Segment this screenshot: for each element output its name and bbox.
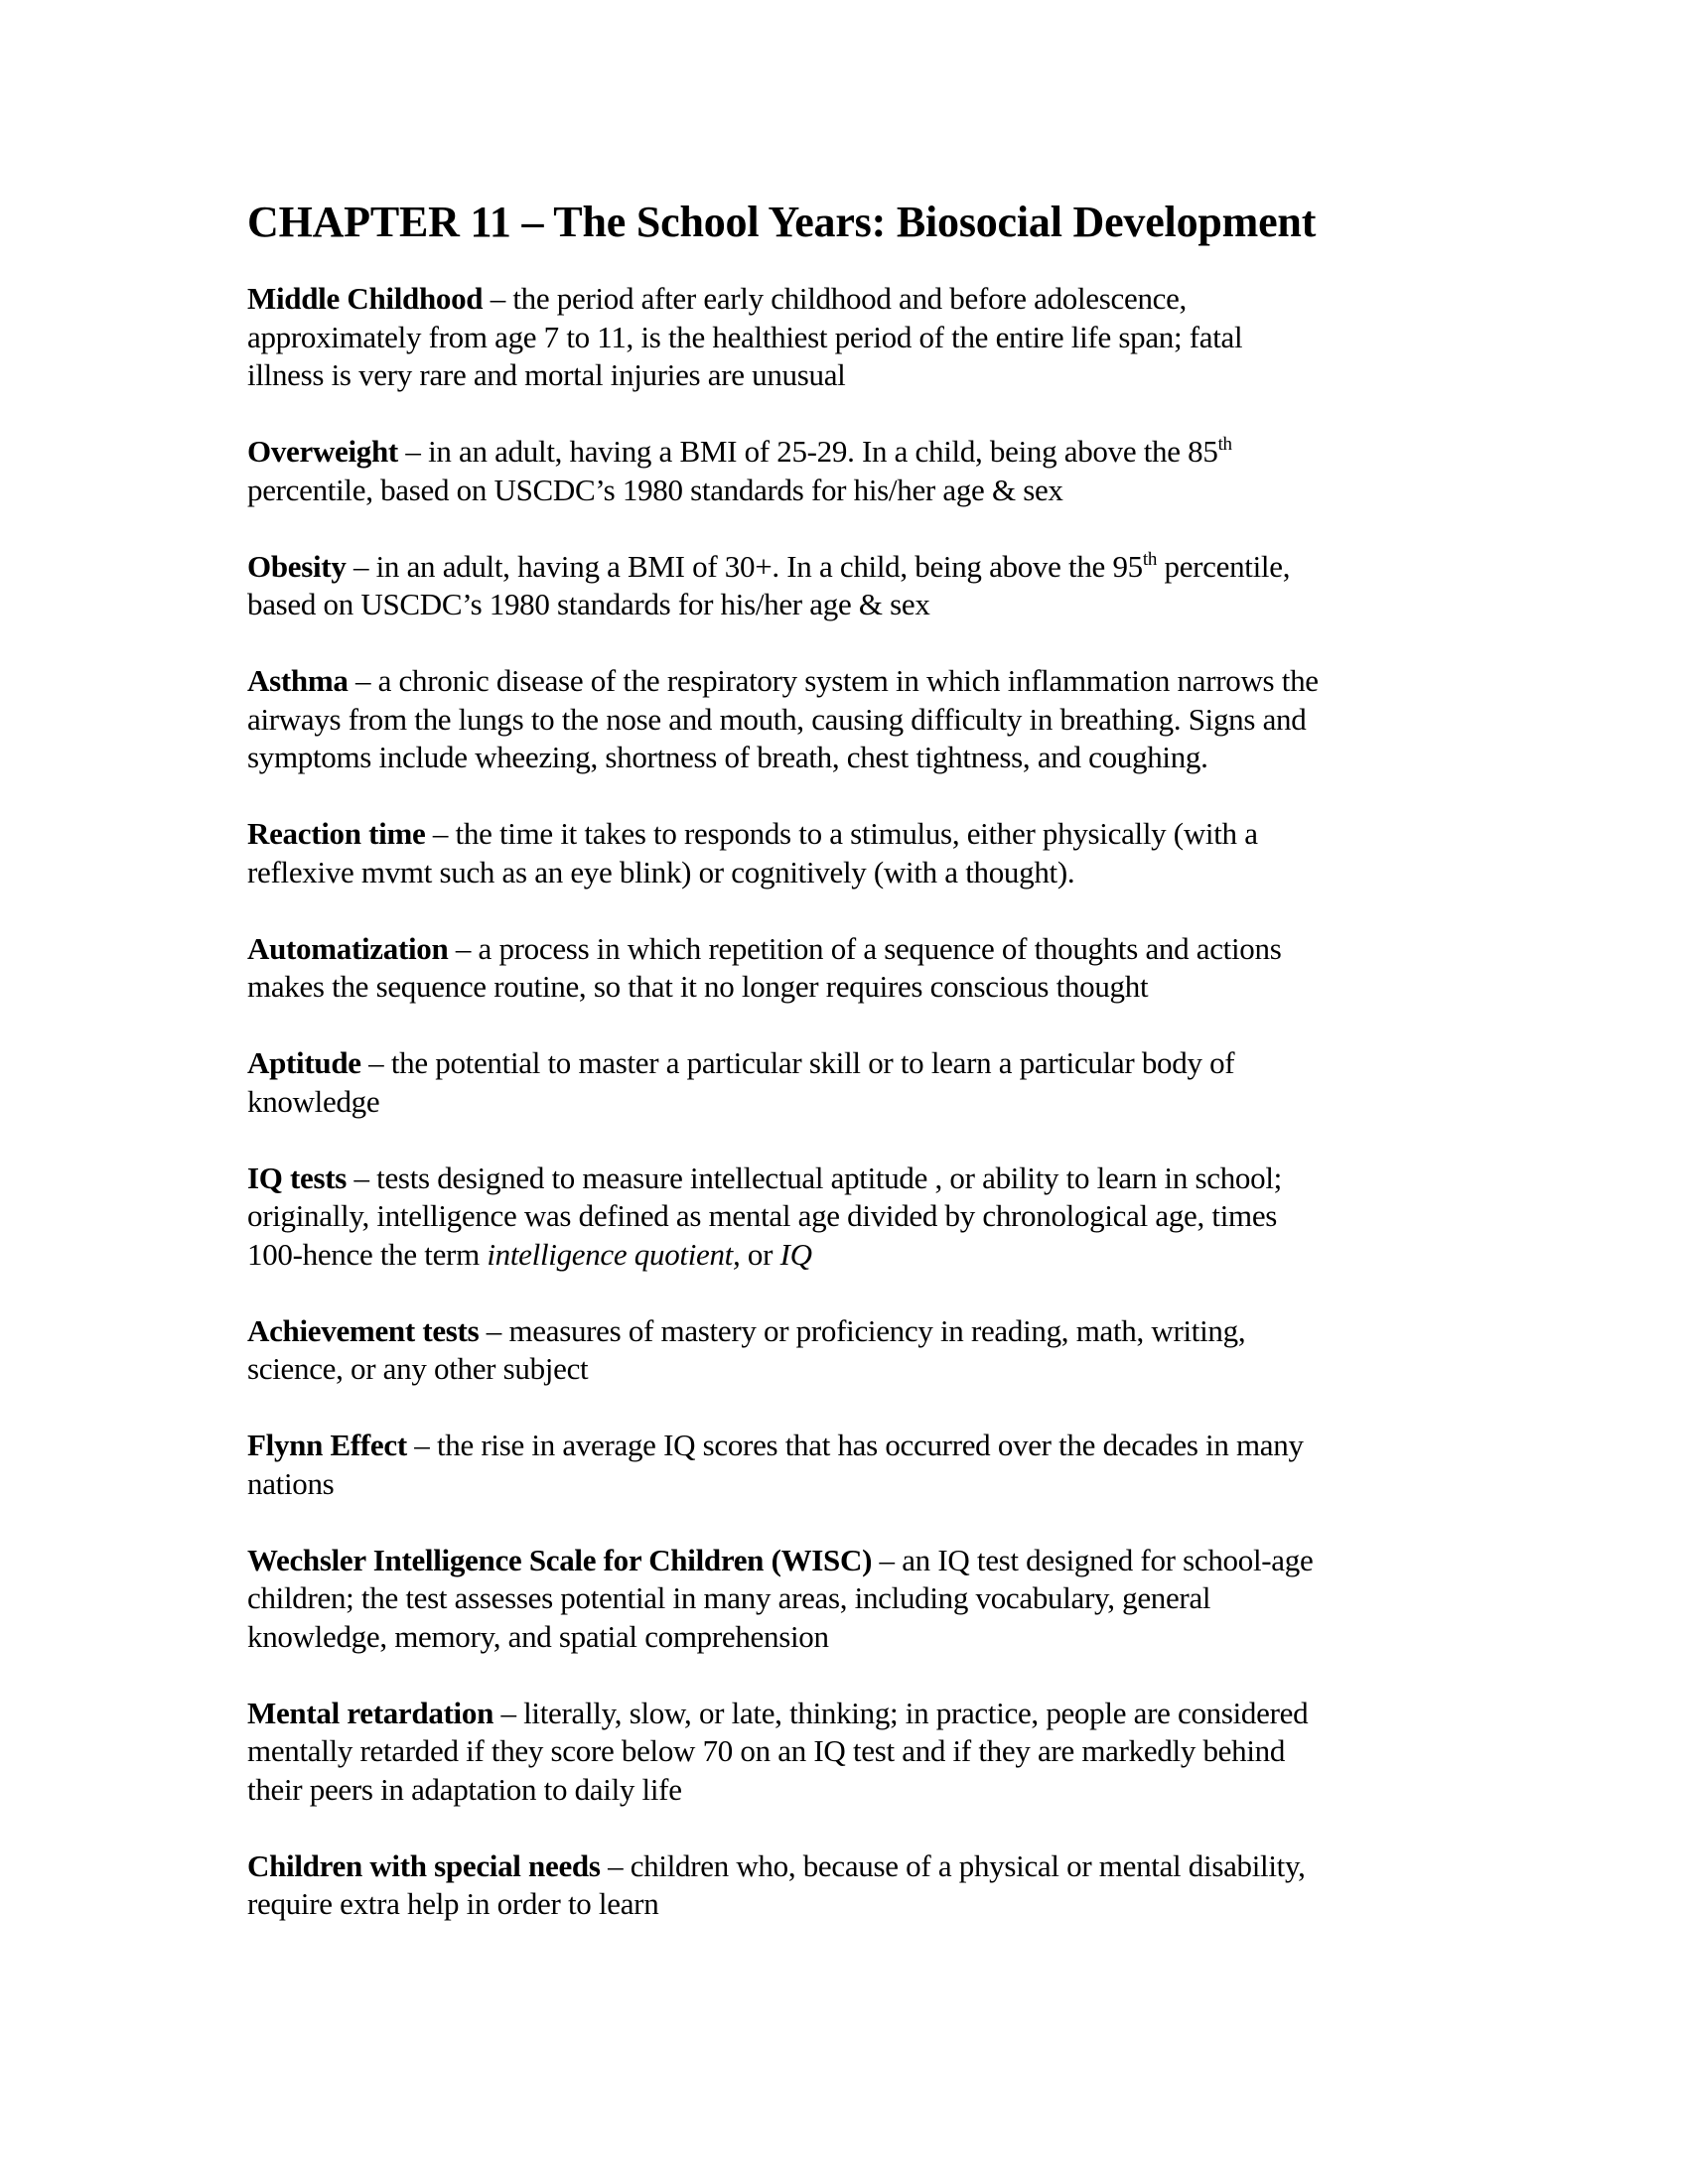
definition-text: – the rise in average IQ scores that has occurred over the decades in many — [406, 1428, 1304, 1462]
glossary-entry — [247, 1044, 1459, 1121]
text-line — [247, 356, 1459, 395]
definition-text: airways from the lungs to the nose and mouth, causing difficulty in breathing. Signs and — [247, 701, 1307, 737]
definition-text: makes the sequence routine, so that it no longer requires conscious thought — [247, 969, 1149, 1004]
definition-text: – the potential to master a particular skill or to learn a particular body of — [360, 1045, 1235, 1080]
glossary-term: Automatization — [247, 930, 449, 966]
text-line — [247, 1160, 1459, 1198]
text-line — [247, 1732, 1459, 1771]
text-line — [247, 1044, 1459, 1083]
glossary-entry — [247, 433, 1459, 509]
text-line — [247, 1312, 1459, 1351]
definition-text: – the time it takes to responds to a stimulus, either physically (with a — [425, 816, 1258, 851]
glossary-term: Middle Childhood — [247, 281, 484, 316]
text-line — [247, 701, 1459, 740]
ordinal-superscript: th — [1142, 548, 1158, 570]
definition-text: – the period after early childhood and before adolescence, — [483, 281, 1188, 316]
definition-text: or — [740, 1236, 780, 1272]
glossary-entry — [247, 280, 1459, 395]
glossary-term: Mental retardation — [247, 1695, 494, 1730]
text-line — [247, 1579, 1459, 1618]
definition-text: – in an adult, having a BMI of 25-29. In a child, being above the 85 — [397, 434, 1218, 469]
definition-text: nations — [247, 1465, 335, 1501]
glossary-entry — [247, 1160, 1459, 1275]
text-line — [247, 1542, 1459, 1580]
text-line — [247, 1771, 1459, 1810]
definition-text: based on USCDC’s 1980 standards for his/her age & sex — [247, 587, 930, 621]
glossary-entry — [247, 1427, 1459, 1503]
glossary-entry — [247, 662, 1459, 777]
glossary-entry — [247, 548, 1459, 624]
glossary-term: Wechsler Intelligence Scale for Children (WISC) — [247, 1542, 873, 1577]
italic-text: intelligence quotient, — [487, 1236, 741, 1272]
definition-text: knowledge, memory, and spatial comprehension — [247, 1618, 829, 1654]
text-line — [247, 968, 1459, 1007]
text-line — [247, 815, 1459, 854]
text-line — [247, 1236, 1459, 1275]
definition-text: – tests designed to measure intellectual aptitude , or ability to learn in school; — [347, 1160, 1282, 1195]
glossary-term: Overweight — [247, 434, 398, 469]
definition-text: children; the test assesses potential in many areas, including vocabulary, general — [247, 1580, 1211, 1615]
definition-text: knowledge — [247, 1083, 380, 1119]
glossary-term: Reaction time — [247, 816, 426, 851]
text-line — [247, 1350, 1459, 1389]
italic-text: IQ — [779, 1236, 812, 1272]
glossary-term: Asthma — [247, 663, 349, 698]
definition-text: mentally retarded if they score below 70 on an IQ test and if they are markedly behind — [247, 1733, 1286, 1768]
text-line — [247, 1197, 1459, 1236]
text-line — [247, 472, 1459, 510]
glossary-term: Aptitude — [247, 1045, 361, 1080]
glossary-entries — [247, 280, 1459, 1962]
glossary-entry — [247, 1695, 1459, 1810]
definition-text: – in an adult, having a BMI of 30+. In a child, being above the 95 — [346, 548, 1143, 584]
definition-text: originally, intelligence was defined as mental age divided by chronological age, times — [247, 1198, 1278, 1233]
text-line — [247, 662, 1459, 701]
definition-text: their peers in adaptation to daily life — [247, 1771, 682, 1807]
glossary-entry — [247, 1847, 1459, 1924]
definition-text: symptoms include wheezing, shortness of breath, chest tightness, and coughing. — [247, 740, 1208, 774]
glossary-term: Obesity — [247, 548, 347, 584]
definition-text: percentile, based on USCDC’s 1980 standards for his/her age & sex — [247, 472, 1063, 507]
glossary-entry — [247, 930, 1459, 1007]
text-line — [247, 854, 1459, 892]
definition-text: require extra help in order to learn — [247, 1886, 659, 1921]
text-line — [247, 1465, 1459, 1504]
text-line — [247, 280, 1459, 319]
definition-text: – measures of mastery or proficiency in reading, math, writing, — [479, 1312, 1246, 1348]
text-line — [247, 1618, 1459, 1657]
glossary-term: Children with special needs — [247, 1847, 601, 1883]
definition-text: – children who, because of a physical or mental disability, — [600, 1847, 1306, 1883]
chapter-title: CHAPTER 11 – The School Years: Biosocial Development — [247, 198, 1317, 246]
definition-text: reflexive mvmt such as an eye blink) or cognitively (with a thought). — [247, 854, 1075, 889]
text-line — [247, 930, 1459, 969]
text-line — [247, 548, 1459, 587]
definition-text: – literally, slow, or late, thinking; in practice, people are considered — [493, 1695, 1309, 1730]
definition-text: approximately from age 7 to 11, is the healthiest period of the entire life span; fatal — [247, 319, 1243, 354]
definition-text: – a chronic disease of the respiratory system in which inflammation narrows the — [348, 663, 1319, 698]
glossary-term: IQ tests — [247, 1160, 348, 1195]
text-line — [247, 1847, 1459, 1886]
text-line — [247, 433, 1459, 472]
definition-text: percentile, — [1157, 548, 1291, 584]
definition-text: illness is very rare and mortal injuries are unusual — [247, 357, 846, 392]
text-line — [247, 1695, 1459, 1733]
glossary-entry — [247, 1312, 1459, 1389]
text-line — [247, 739, 1459, 777]
text-line — [247, 1427, 1459, 1465]
glossary-entry — [247, 1542, 1459, 1657]
definition-text: science, or any other subject — [247, 1351, 589, 1386]
text-line — [247, 319, 1459, 357]
text-line — [247, 1083, 1459, 1122]
definition-text: 100-hence the term — [247, 1236, 488, 1272]
ordinal-superscript: th — [1217, 434, 1232, 455]
glossary-term: Flynn Effect — [247, 1428, 407, 1462]
definition-text: – a process in which repetition of a sequence of thoughts and actions — [448, 930, 1282, 966]
text-line — [247, 1885, 1459, 1924]
glossary-entry — [247, 815, 1459, 891]
text-line — [247, 586, 1459, 624]
definition-text: – an IQ test designed for school-age — [872, 1542, 1314, 1577]
glossary-term: Achievement tests — [247, 1312, 480, 1348]
